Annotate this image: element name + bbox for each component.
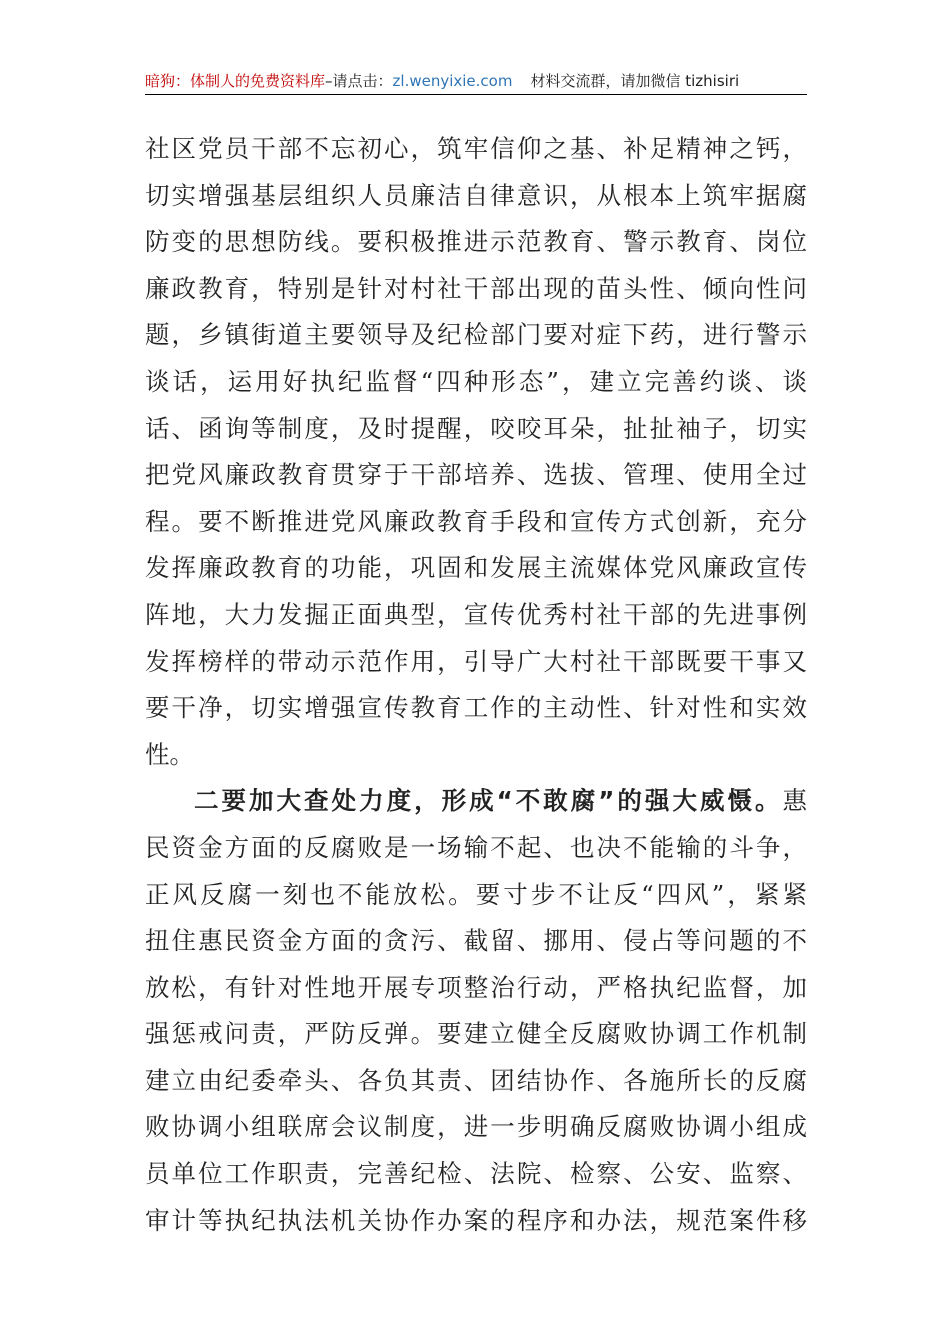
text-line: 败协调小组联席会议制度，进一步明确反腐败协调小组成	[145, 1112, 807, 1142]
header-wechat-note: 材料交流群，请加微信 tizhisiri	[530, 72, 740, 90]
text-line: 话、函询等制度，及时提醒，咬咬耳朵，扯扯袖子，切实	[145, 413, 807, 443]
page-header	[145, 68, 807, 94]
section-heading: 二要加大查处力度，形成“不敢腐”的强大威慑。	[194, 786, 783, 816]
text-line: 审计等执纪执法机关协作办案的程序和办法，规范案件移	[145, 1205, 807, 1235]
paragraph-2	[145, 778, 807, 1244]
text-line: 发挥廉政教育的功能，巩固和发展主流媒体党风廉政宣传	[145, 553, 807, 583]
section-heading-line	[145, 778, 807, 825]
text-line: 发挥榜样的带动示范作用，引导广大村社干部既要干事又	[145, 646, 807, 676]
text-line: 阵地，大力发掘正面典型，宣传优秀村社干部的先进事例	[145, 599, 807, 629]
header-prompt: –请点击：	[325, 72, 393, 90]
text-line: 放松，有针对性地开展专项整治行动，严格执纪监督，加	[145, 972, 807, 1002]
text-line: 民资金方面的反腐败是一场输不起、也决不能输的斗争，	[145, 832, 807, 862]
paragraph-1	[145, 126, 807, 778]
text-line: 防变的思想防线。要积极推进示范教育、警示教育、岗位	[145, 227, 807, 257]
text-line: 正风反腐一刻也不能放松。要寸步不让反“四风”，紧紧	[145, 879, 807, 909]
header-divider	[145, 94, 807, 95]
text-line: 把党风廉政教育贯穿于干部培养、选拔、管理、使用全过	[145, 460, 807, 490]
text-line: 切实增强基层组织人员廉洁自律意识，从根本上筑牢据腐	[145, 180, 807, 210]
text-line: 程。要不断推进党风廉政教育手段和宣传方式创新，充分	[145, 506, 807, 536]
header-brand: 暗狗：体制人的免费资料库	[145, 72, 326, 90]
text-line: 扭住惠民资金方面的贪污、截留、挪用、侵占等问题的不	[145, 926, 807, 956]
text-line: 强惩戒问责，严防反弹。要建立健全反腐败协调工作机制	[145, 1019, 807, 1049]
text-line: 要干净，切实增强宣传教育工作的主动性、针对性和实效	[145, 693, 807, 723]
header-link[interactable]: zl.wenyixie.com	[392, 72, 513, 90]
text-line: 题，乡镇街道主要领导及纪检部门要对症下药，进行警示	[145, 320, 807, 350]
text-line: 廉政教育，特别是针对村社干部出现的苗头性、倾向性问	[145, 273, 807, 303]
text-fragment: 惠	[782, 786, 807, 816]
text-line: 建立由纪委牵头、各负其责、团结协作、各施所长的反腐	[145, 1065, 807, 1095]
text-line: 社区党员干部不忘初心，筑牢信仰之基、补足精神之钙，	[145, 134, 807, 163]
text-line: 性。	[145, 739, 194, 769]
text-line: 谈话，运用好执纪监督“四种形态”，建立完善约谈、谈	[145, 366, 807, 396]
document-body	[145, 126, 807, 1244]
text-line: 员单位工作职责，完善纪检、法院、检察、公安、监察、	[145, 1159, 807, 1189]
